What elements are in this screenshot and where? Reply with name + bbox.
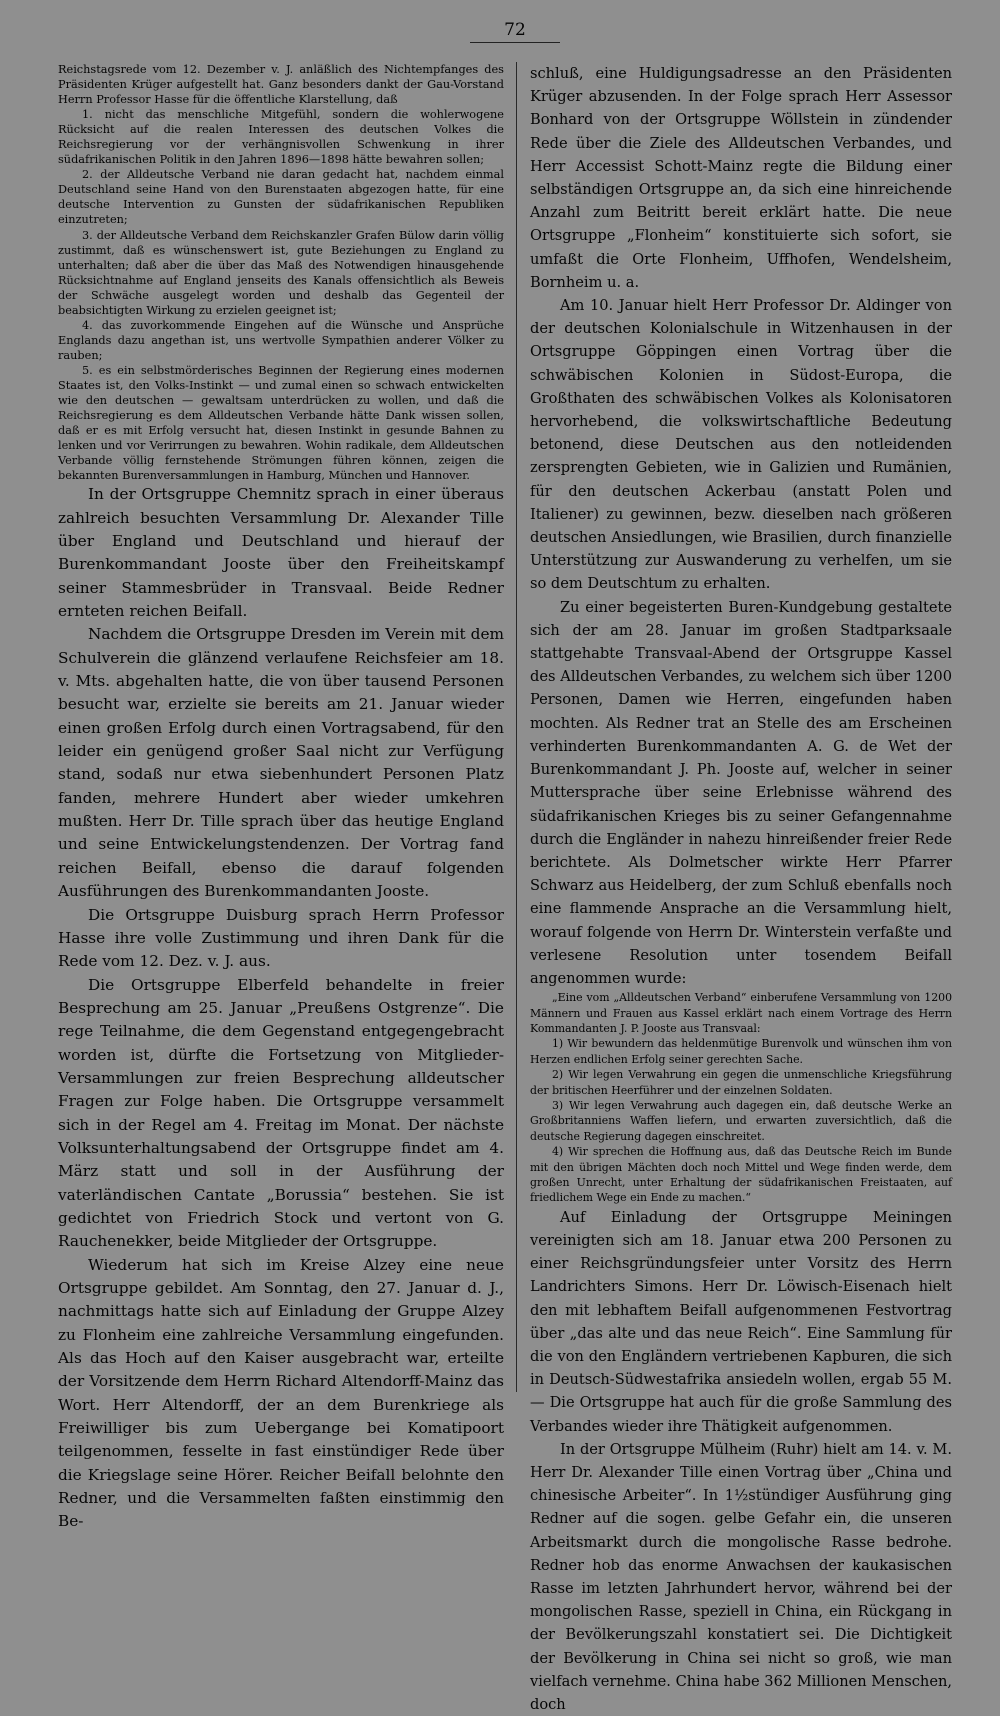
point-2: 2. der Alldeutsche Verband nie daran gedacht hat, nachdem einmal Deutschland seine Hand von den Burenstaaten abgezogen hatte, für eine deutsche Intervention zu Gunsten der südafrikanischen Republiken einzutreten; xyxy=(58,168,504,227)
muelheim-paragraph: In der Ortsgruppe Mülheim (Ruhr) hielt am 14. v. M. Herr Dr. Alexander Tille einen Vortrag über „China und chinesische Arbeiter“. In 1½stündiger Ausführung ging Redner auf die sogen. gelbe Gefahr ein, die unseren Arbeitsmarkt durch die mongolische Rasse bedrohe. Redner hob das enorme Anwachsen der kaukasischen Rasse im letzten Jahrhundert hervor, während bei der mongolischen Rasse, speziell in China, ein Rückgang in der Bevölkerungszahl konstatiert sei. Die Dichtigkeit der Bevölkerung in China sei nicht so groß, wie man vielfach vernehme. China habe 362 Millionen Menschen, doch xyxy=(530,1440,952,1714)
intro-paragraph: Reichstagsrede vom 12. Dezember v. J. anläßlich des Nichtempfanges des Präsidenten Krüger aufgestellt hat. Ganz besonders dankt der Gau-Vorstand Herrn Professor Hasse für die öffentliche Klarstellung, daß xyxy=(58,63,504,107)
kassel-paragraph: Zu einer begeisterten Buren-Kundgebung gestaltete sich der am 28. Januar im großen Stadtparksaale stattgehabte Transvaal-Abend der Ortsgruppe Kassel des Alldeutschen Verbandes, zu welchem sich über 1200 Personen, Damen wie Herren, eingefunden haben mochten. Als Redner trat an Stelle des am Erscheinen verhinderten Burenkommandanten A. G. de Wet der Burenkommandant J. Ph. Jooste auf, welcher in seiner Muttersprache über seine Erlebnisse während des südafrikanischen Krieges bis zu seiner Gefangennahme durch die Engländer in nahezu hinreißender freier Rede berichtete. Als Dolmetscher wirkte Herr Pfarrer Schwarz aus Heidelberg, der zum Schluß ebenfalls noch eine flammende Ansprache an die Versammlung hielt, worauf folgende von Herrn Dr. Winterstein verfaßte und verlesene Resolution unter tosendem Beifall angenommen wurde: xyxy=(530,598,952,987)
point-3: 3. der Alldeutsche Verband dem Reichskanzler Grafen Bülow darin völlig zustimmt, daß es wünschenswert ist, gute Beziehungen zu England zu unterhalten; daß aber die über das Maß des Notwendigen hinausgehende Rücksichtnahme auf England jenseits des Kanals offensichtlich als Beweis der Schwäche ausgelegt worden und deshalb das Gegenteil der beabsichtigten Wirkung zu erzielen geeignet ist; xyxy=(58,228,504,317)
left-column xyxy=(58,62,504,1531)
flonheim-continuation: schluß, eine Huldigungsadresse an den Präsidenten Krüger abzusenden. In der Folge sprach Herr Assessor Bonhard von der Ortsgruppe Wöllstein in zündender Rede über die Ziele des Alldeutschen Verbandes, und Herr Accessist Schott-Mainz regte die Bildung einer selbständigen Ortsgruppe an, da sich eine hinreichende Anzahl zum Beitritt bereit erklärt hatte. Die neue Ortsgruppe „Flonheim“ konstituierte sich sofort, sie umfaßt die Orte Flonheim, Uffhofen, Wendelsheim, Bornheim u. a. xyxy=(530,65,952,291)
chemnitz-paragraph: In der Ortsgruppe Chemnitz sprach in einer überaus zahlreich besuchten Versammlung Dr. Alexander Tille über England und Deutschland und hierauf der Burenkommandant Jooste über den Freiheitskampf seiner Stammesbrüder in Transvaal. Beide Redner ernteten reichen Beifall. xyxy=(58,485,504,621)
elberfeld-paragraph: Die Ortsgruppe Elberfeld behandelte in freier Besprechung am 25. Januar „Preußens Ostgrenze“. Die rege Teilnahme, die dem Gegenstand entgegengebracht worden ist, dürfte die Fortsetzung von Mitglieder-Versammlungen zur freien Besprechung alldeutscher Fragen zur Folge haben. Die Ortsgruppe versammelt sich in der Regel am 4. Freitag im Monat. Der nächste Volksunterhaltungsabend der Ortsgruppe findet am 4. März statt und soll in der Ausführung der vaterländischen Cantate „Borussia“ bestehen. Sie ist gedichtet von Friedrich Stock und vertont von G. Rauchenekker, beide Mitglieder der Ortsgruppe. xyxy=(58,975,504,1251)
point-1: 1. nicht das menschliche Mitgefühl, sondern die wohlerwogene Rücksicht auf die realen Interessen des deutschen Volkes die Reichsregierung vor der verhängnisvollen Schwenkung in ihrer südafrikanischen Politik in den Jahren 1896—1898 hätte bewahren sollen; xyxy=(58,108,504,167)
meiningen-paragraph: Auf Einladung der Ortsgruppe Meiningen vereinigten sich am 18. Januar etwa 200 Personen zu einer Reichsgründungsfeier unter Vorsitz des Herrn Landrichters Simons. Herr Dr. Löwisch-Eisenach hielt den mit lebhaftem Beifall aufgenommenen Festvortrag über „das alte und das neue Reich“. Eine Sammlung für die von den Engländern vertriebenen Kapburen, die sich in Deutsch-Südwestafrika ansiedeln wollen, ergab 55 M. — Die Ortsgruppe hat auch für die große Sammlung des Verbandes wieder ihre Thätigkeit aufgenommen. xyxy=(530,1208,952,1435)
right-column xyxy=(530,62,952,1714)
point-4: 4. das zuvorkommende Eingehen auf die Wünsche und Ansprüche Englands dazu angethan ist, uns wertvolle Sympathien anderer Völker zu rauben; xyxy=(58,318,504,362)
resolution-point-4: 4) Wir sprechen die Hoffnung aus, daß das Deutsche Reich im Bunde mit den übrigen Mächten doch noch Mittel und Wege finden werde, dem großen Unrecht, unter Erhaltung der südafrikanischen Freistaaten, auf friedlichem Wege ein Ende zu machen.“ xyxy=(530,1145,952,1205)
alzey-paragraph: Wiederum hat sich im Kreise Alzey eine neue Ortsgruppe gebildet. Am Sonntag, den 27. Januar d. J., nachmittags hatte sich auf Einladung der Gruppe Alzey zu Flonheim eine zahlreiche Versammlung eingefunden. Als das Hoch auf den Kaiser ausgebracht war, erteilte der Vorsitzende dem Herrn Richard Altendorff-Mainz das Wort. Herr Altendorff, der an dem Burenkriege als Freiwilliger bis zum Uebergange bei Komatipoort teilgenommen, fesselte in fast einstündiger Rede über die Kriegslage seine Hörer. Reicher Beifall belohnte den Redner, und die Versammelten faßten einstimmig den Be- xyxy=(58,1255,504,1531)
point-5: 5. es ein selbstmörderisches Beginnen der Regierung eines modernen Staates ist, den Volks-Instinkt — und zumal einen so schwach entwickelten wie den deutschen — gewaltsam unterdrücken zu wollen, und daß die Reichsregierung es dem Alldeutschen Verbande hätte Dank wissen sollen, daß er es mit Erfolg versucht hat, diesen Instinkt in gesunde Bahnen zu lenken und vor Verirrungen zu bewahren. Wohin radikale, dem Alldeutschen Verbande völlig fernstehende Strömungen führen können, zeigen die bekannten Burenversammlungen in Hamburg, München und Hannover. xyxy=(58,363,504,483)
column-divider xyxy=(516,62,517,1392)
duisburg-paragraph: Die Ortsgruppe Duisburg sprach Herrn Professor Hasse ihre volle Zustimmung und ihren Dank für die Rede vom 12. Dez. v. J. aus. xyxy=(58,905,504,971)
resolution-point-1: 1) Wir bewundern das heldenmütige Burenvolk und wünschen ihm von Herzen endlichen Erfolg seiner gerechten Sache. xyxy=(530,1037,952,1066)
goeppingen-paragraph: Am 10. Januar hielt Herr Professor Dr. Aldinger von der deutschen Kolonialschule in Witzenhausen in der Ortsgruppe Göppingen einen Vortrag über die schwäbischen Kolonien in Südost-Europa, die Großthaten des schwäbischen Volkes als Kolonisatoren hervorhebend, die volkswirtschaftliche Bedeutung betonend, diese Deutschen aus den notleidenden zersprengten Gebieten, wie in Galizien und Rumänien, für den deutschen Ackerbau (anstatt Polen und Italiener) zu gewinnen, bezw. dieselben nach größeren deutschen Ansiedlungen, wie Brasilien, durch finanzielle Unterstützung zur Auswanderung zu verhelfen, um sie so dem Deutschtum zu erhalten. xyxy=(530,297,952,593)
resolution-intro: „Eine vom „Alldeutschen Verband“ einberufene Versammlung von 1200 Männern und Frauen aus Kassel erklärt nach einem Vortrage des Herrn Kommandanten J. P. Jooste aus Transvaal: xyxy=(530,991,952,1035)
dresden-paragraph: Nachdem die Ortsgruppe Dresden im Verein mit dem Schulverein die glänzend verlaufene Reichsfeier am 18. v. Mts. abgehalten hatte, die von über tausend Personen besucht war, erzielte sie bereits am 21. Januar wieder einen großen Erfolg durch einen Vortragsabend, für den leider ein genügend großer Saal nicht zur Verfügung stand, sodaß nur etwa siebenhundert Personen Platz fanden, mehrere Hundert aber wieder umkehren mußten. Herr Dr. Tille sprach über das heutige England und seine Entwickelungstendenzen. Der Vortrag fand reichen Beifall, ebenso die darauf folgenden Ausführungen des Burenkommandanten Jooste. xyxy=(58,625,504,901)
page-number: 72 xyxy=(470,20,560,43)
resolution-point-2: 2) Wir legen Verwahrung ein gegen die unmenschliche Kriegsführung der britischen Heerführer und der einzelnen Soldaten. xyxy=(530,1068,952,1097)
resolution-point-3: 3) Wir legen Verwahrung auch dagegen ein, daß deutsche Werke an Großbritanniens Waffen liefern, und erwarten zuversichtlich, daß die deutsche Regierung dagegen einschreitet. xyxy=(530,1098,952,1143)
